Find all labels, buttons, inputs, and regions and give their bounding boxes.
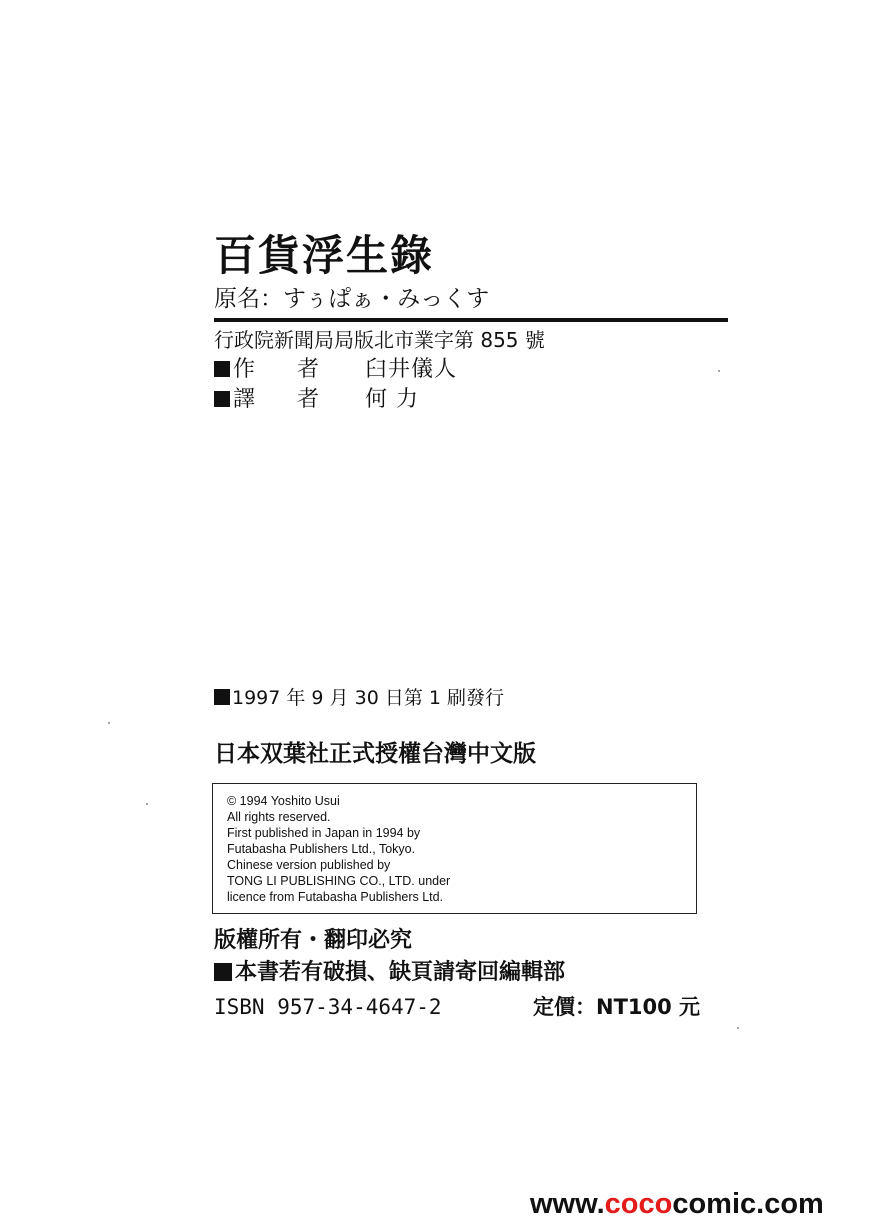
watermark-suffix: comic.com [672, 1188, 824, 1220]
title-divider [214, 318, 728, 322]
publication-date-text: 1997 年 9 月 30 日第 1 刷發行 [232, 687, 504, 709]
translator-role-char-2: 者 [297, 387, 320, 412]
bullet-square-icon [214, 963, 232, 981]
copyright-line: First published in Japan in 1994 by [227, 826, 421, 840]
license-number: 行政院新聞局局版北市業字第 855 號 [214, 328, 545, 352]
watermark-accent: coco [604, 1188, 673, 1220]
bullet-square-icon [214, 361, 230, 377]
bullet-square-icon [214, 689, 230, 705]
site-watermark [530, 1184, 824, 1224]
scan-speck [718, 370, 720, 372]
copyright-line: Chinese version published by [227, 858, 391, 872]
scan-speck [737, 1027, 739, 1029]
translator-credit [214, 385, 419, 415]
copyright-line: Futabasha Publishers Ltd., Tokyo. [227, 842, 416, 856]
scan-speck [146, 803, 148, 805]
damage-notice [214, 956, 565, 990]
price: 定價：NT100 元 [533, 995, 701, 1019]
translator-name: 何 力 [365, 387, 419, 412]
copyright-line: All rights reserved. [227, 810, 331, 824]
book-title: 百貨浮生錄 [214, 231, 435, 280]
original-title: 原名：すぅぱぁ・みっくす [214, 286, 490, 312]
author-name: 臼井儀人 [365, 357, 458, 382]
publication-date [214, 684, 504, 712]
rights-statement: 版權所有・翻印必究 [214, 928, 413, 953]
scan-speck [108, 722, 110, 724]
isbn: ISBN 957-34-4647-2 [214, 995, 442, 1019]
bullet-square-icon [214, 391, 230, 407]
damage-notice-text: 本書若有破損、缺頁請寄回編輯部 [235, 960, 566, 985]
watermark-prefix: www. [530, 1188, 605, 1220]
copyright-line: © 1994 Yoshito Usui [227, 794, 340, 808]
author-role-char-1: 作 [233, 357, 256, 382]
copyright-line: licence from Futabasha Publishers Ltd. [227, 890, 444, 904]
author-role-char-2: 者 [297, 357, 320, 382]
copyright-line: TONG LI PUBLISHING CO., LTD. under [227, 874, 451, 888]
authorization-statement: 日本双葉社正式授權台灣中文版 [214, 741, 536, 767]
translator-role-char-1: 譯 [233, 387, 256, 412]
author-credit [214, 355, 457, 385]
